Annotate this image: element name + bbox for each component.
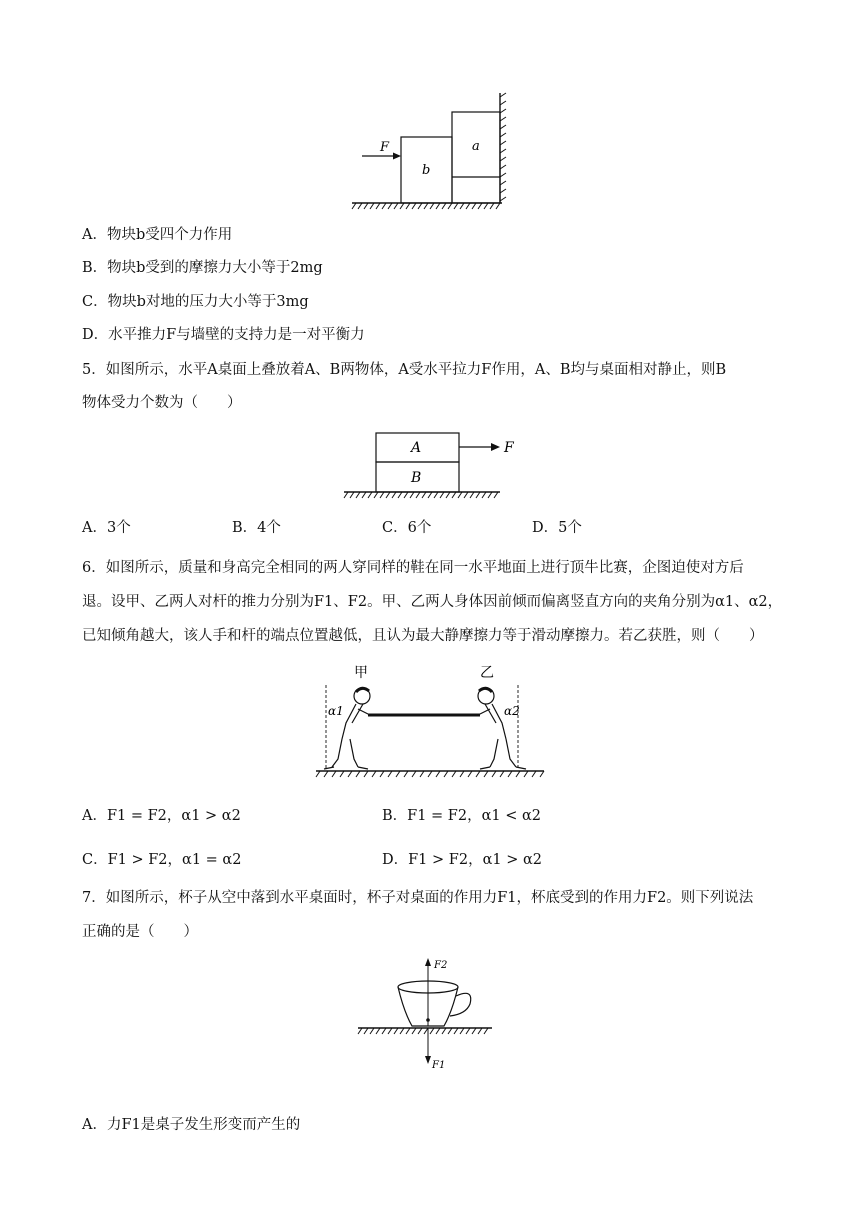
q4-option-c: C．物块b对地的压力大小等于3mg — [82, 294, 309, 310]
push-contest-figure — [312, 663, 552, 781]
q5-option-c: C．6个 — [382, 520, 432, 536]
q6-stem-line3: 已知倾角越大，该人手和杆的端点位置越低，且认为最大静摩擦力等于滑动摩擦力。若乙获胜，则（ ） — [82, 628, 764, 644]
q4-option-b: B．物块b受到的摩擦力大小等于2mg — [82, 260, 323, 276]
label-alpha1: α1 — [328, 704, 344, 718]
q5-stem-line2: 物体受力个数为（ ） — [82, 395, 242, 411]
q4-option-a: A．物块b受四个力作用 — [82, 227, 233, 243]
label-b: b — [422, 163, 431, 178]
q6-option-b: B．F1 = F2，α1 < α2 — [382, 808, 541, 824]
label-B: B — [411, 470, 422, 486]
label-F: F — [380, 140, 390, 155]
label-A: A — [411, 440, 422, 456]
q7-stem-line1: 7．如图所示，杯子从空中落到水平桌面时，杯子对桌面的作用力F1，杯底受到的作用力F2。则下列说法 — [82, 890, 754, 906]
label-a: a — [472, 139, 480, 154]
label-alpha2: α2 — [504, 704, 520, 718]
stacked-blocks-figure — [340, 428, 530, 500]
q5-option-b: B．4个 — [232, 520, 281, 536]
q6-option-d: D．F1 > F2，α1 > α2 — [382, 852, 542, 868]
q4-option-d: D．水平推力F与墙壁的支持力是一对平衡力 — [82, 327, 365, 343]
label-F2: F2 — [434, 960, 448, 971]
q5-stem-line1: 5．如图所示，水平A桌面上叠放着A、B两物体，A受水平拉力F作用，A、B均与桌面相对静止，则B — [82, 362, 727, 378]
label-yi: 乙 — [480, 665, 494, 681]
q6-stem-line1: 6．如图所示，质量和身高完全相同的两人穿同样的鞋在同一水平地面上进行顶牛比赛，企图迫使对方后 — [82, 560, 744, 576]
cup-on-table-figure — [350, 952, 500, 1072]
q6-option-a: A．F1 = F2，α1 > α2 — [82, 808, 241, 824]
q5-option-d: D．5个 — [532, 520, 582, 536]
q6-stem-line2: 退。设甲、乙两人对杆的推力分别为F1、F2。甲、乙两人身体因前倾而偏离竖直方向的夹角分别为α1、α2， — [82, 594, 783, 610]
label-F: F — [504, 440, 514, 456]
q5-option-a: A．3个 — [82, 520, 131, 536]
q7-stem-line2: 正确的是（ ） — [82, 924, 198, 940]
q6-option-c: C．F1 > F2，α1 = α2 — [82, 852, 242, 868]
block-wall-figure — [340, 85, 520, 215]
label-jia: 甲 — [354, 665, 368, 681]
label-F1: F1 — [432, 1060, 446, 1071]
q7-option-a: A．力F1是桌子发生形变而产生的 — [82, 1117, 301, 1133]
